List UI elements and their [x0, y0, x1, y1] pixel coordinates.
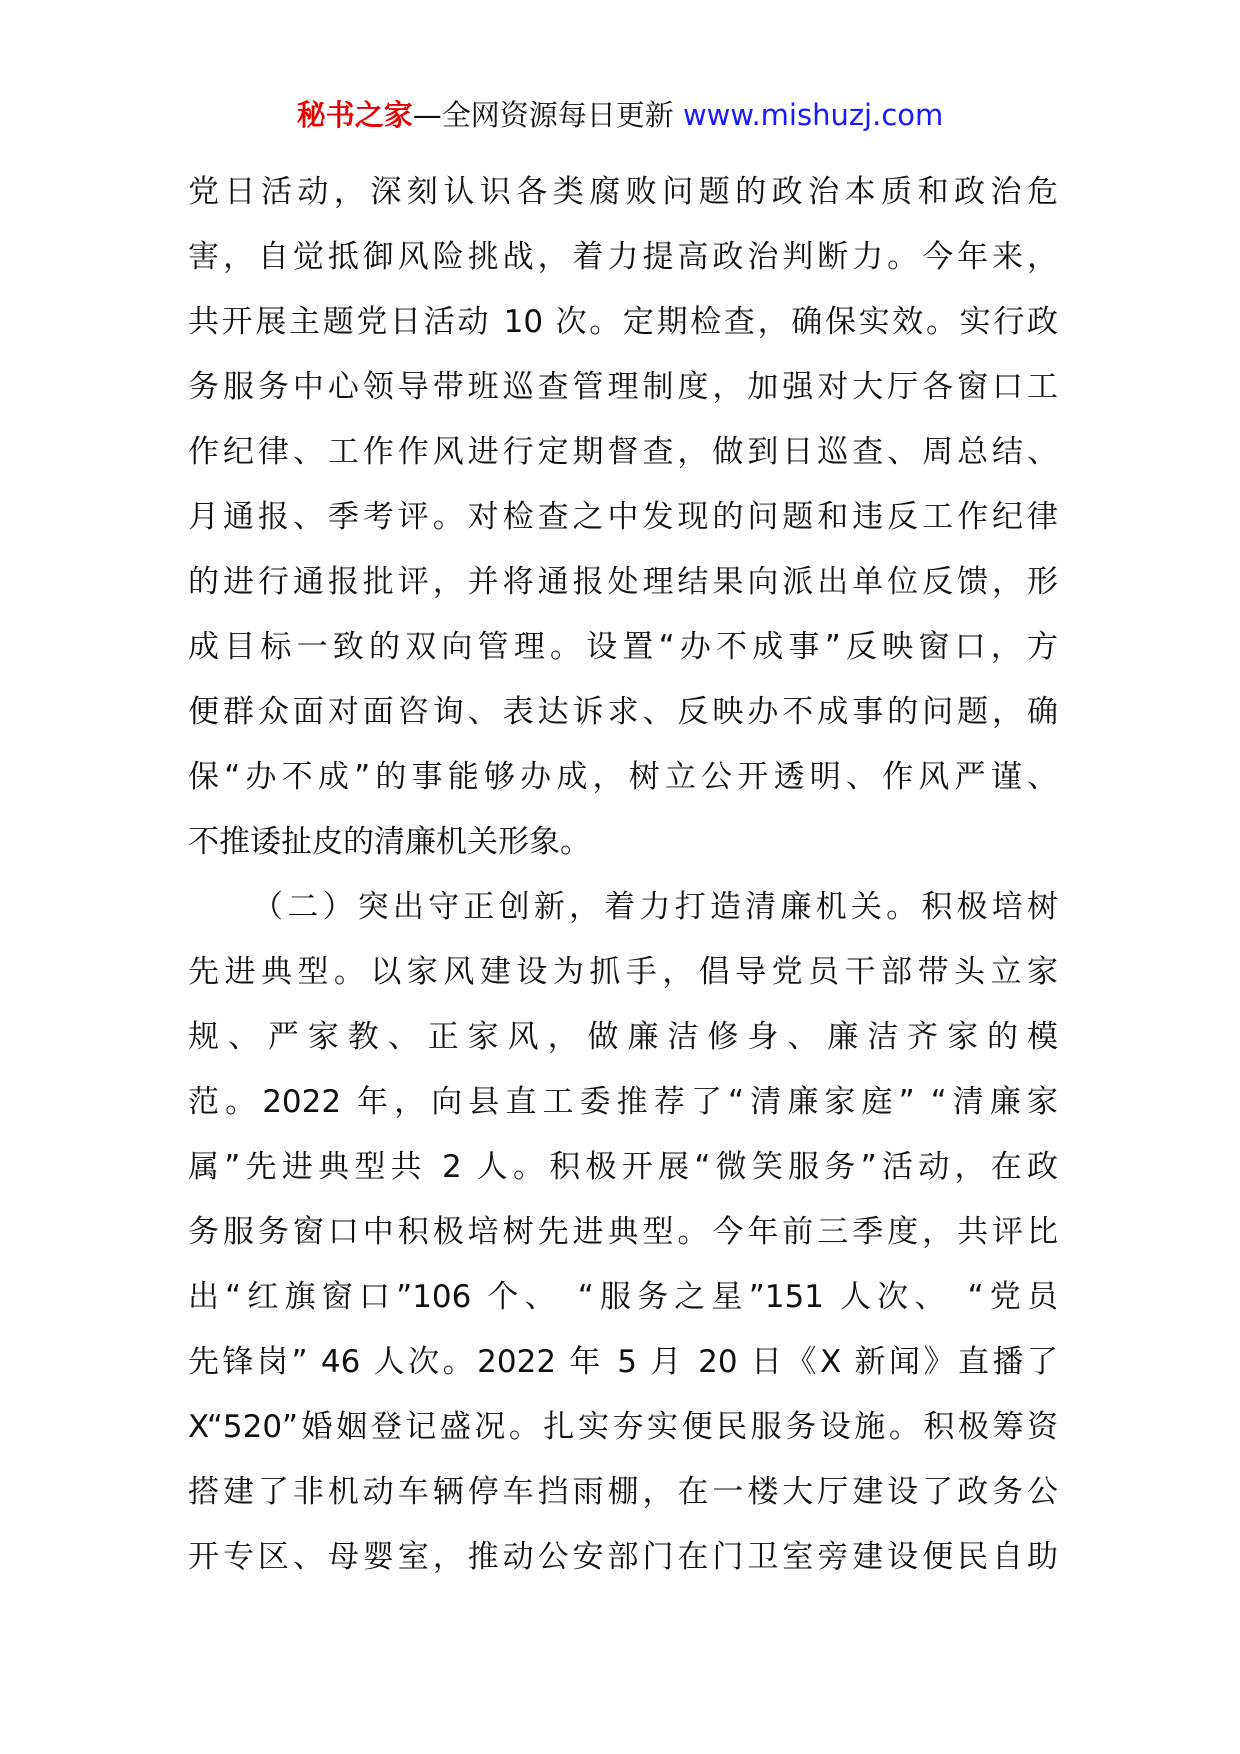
text-line: 范。2022 年，向县直工委推荐了“清廉家庭” “清廉家	[188, 1084, 1058, 1120]
text-line: 务服务中心领导带班巡查管理制度，加强对大厅各窗口工	[188, 369, 1058, 405]
paragraph-end-line: 不推诿扯皮的清廉机关形象。	[188, 824, 591, 860]
section-heading-line: （二）突出守正创新，着力打造清廉机关。积极培树	[252, 889, 1058, 925]
text-line: 成目标一致的双向管理。设置“办不成事”反映窗口，方	[188, 629, 1058, 665]
text-line: 保“办不成”的事能够办成，树立公开透明、作风严谨、	[188, 759, 1058, 795]
text-line: 便群众面对面咨询、表达诉求、反映办不成事的问题，确	[188, 694, 1058, 730]
text-line: 务服务窗口中积极培树先进典型。今年前三季度，共评比	[188, 1214, 1058, 1250]
text-line: 党日活动，深刻认识各类腐败问题的政治本质和政治危	[188, 174, 1058, 210]
text-line: 规、严家教、正家风，做廉洁修身、廉洁齐家的模	[188, 1019, 1058, 1055]
page-header	[0, 98, 1240, 133]
text-line: X“520”婚姻登记盛况。扎实夯实便民服务设施。积极筹资	[188, 1409, 1058, 1445]
text-line: 开专区、母婴室，推动公安部门在门卫室旁建设便民自助	[188, 1539, 1058, 1575]
text-line: 月通报、季考评。对检查之中发现的问题和违反工作纪律	[188, 499, 1058, 535]
site-url-link[interactable]: www.mishuzj.com	[682, 98, 944, 132]
document-body	[188, 160, 1058, 1590]
text-line: 出“红旗窗口”106 个、 “服务之星”151 人次、 “党员	[188, 1279, 1058, 1315]
text-line: 共开展主题党日活动 10 次。定期检查，确保实效。实行政	[188, 304, 1058, 340]
text-line: 先进典型。以家风建设为抓手，倡导党员干部带头立家	[188, 954, 1058, 990]
text-line: 害，自觉抵御风险挑战，着力提高政治判断力。今年来，	[188, 239, 1058, 275]
text-line: 搭建了非机动车辆停车挡雨棚，在一楼大厅建设了政务公	[188, 1474, 1058, 1510]
header-tagline: —全网资源每日更新	[412, 98, 683, 132]
text-line: 的进行通报批评，并将通报处理结果向派出单位反馈，形	[188, 564, 1058, 600]
brand-name: 秘书之家	[296, 98, 413, 132]
text-line: 属”先进典型共 2 人。积极开展“微笑服务”活动，在政	[188, 1149, 1058, 1185]
text-line: 作纪律、工作作风进行定期督查，做到日巡查、周总结、	[188, 434, 1058, 470]
text-line: 先锋岗” 46 人次。2022 年 5 月 20 日《X 新闻》直播了	[188, 1344, 1058, 1380]
